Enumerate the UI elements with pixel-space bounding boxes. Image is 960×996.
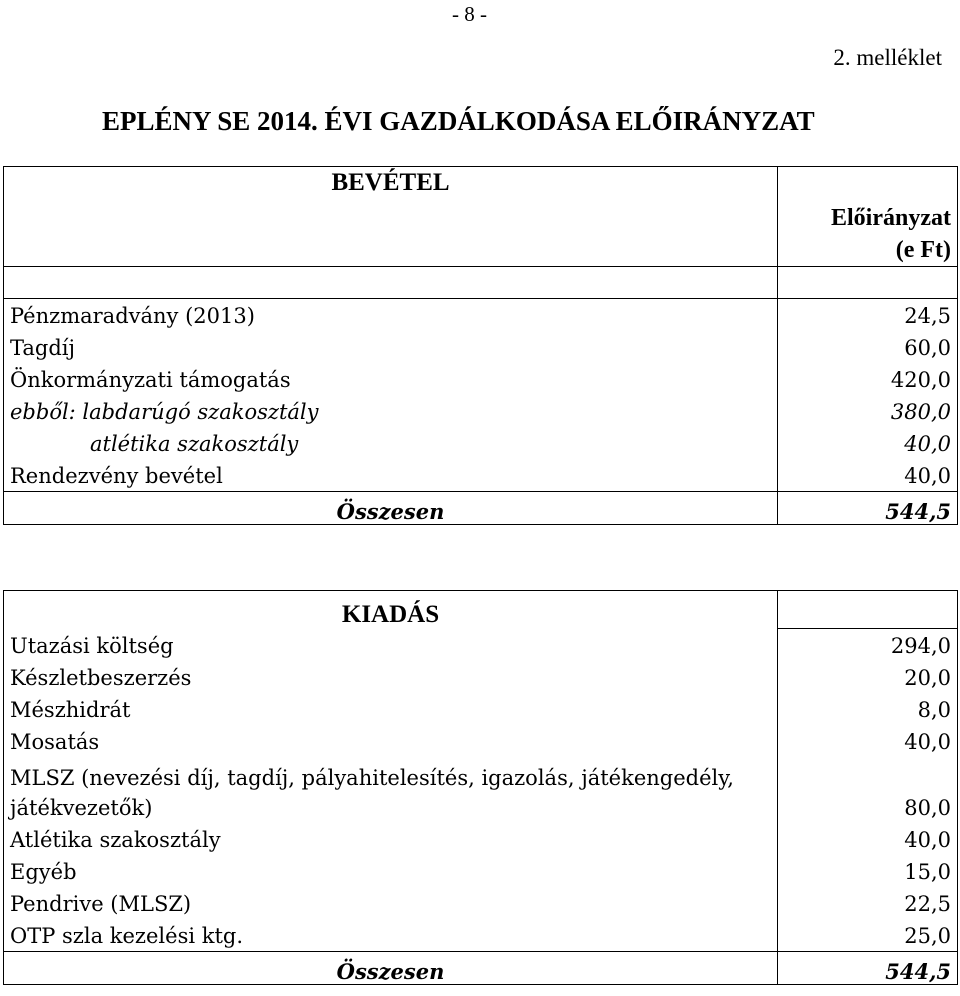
table-row	[4, 331, 958, 363]
unit-line1: Előirányzat	[831, 205, 951, 231]
row-label: Készletbeszerzés	[4, 661, 778, 693]
row-label: OTP szla kezelési ktg.	[4, 919, 778, 952]
row-label: Atlétika szakosztály	[4, 823, 778, 855]
row-label: Mosatás	[4, 725, 778, 757]
spacer-row	[4, 267, 958, 299]
expense-header-row	[4, 591, 958, 629]
total-value: 544,5	[778, 952, 958, 985]
row-value: 8,0	[778, 693, 958, 725]
total-label: Összesen	[4, 952, 778, 985]
row-value: 25,0	[778, 919, 958, 952]
row-value: 20,0	[778, 661, 958, 693]
table-row	[4, 823, 958, 855]
row-value: 40,0	[778, 725, 958, 757]
table-row	[4, 427, 958, 459]
income-header-row	[4, 167, 958, 267]
row-label: Egyéb	[4, 855, 778, 887]
row-value: 420,0	[778, 363, 958, 395]
table-row	[4, 887, 958, 919]
row-value: 40,0	[778, 427, 958, 459]
table-row	[4, 299, 958, 332]
table-row	[4, 919, 958, 952]
row-label: Pénzmaradvány (2013)	[4, 299, 778, 332]
row-value: 15,0	[778, 855, 958, 887]
income-total-row	[4, 492, 958, 525]
row-value: 24,5	[778, 299, 958, 332]
unit-header	[778, 167, 958, 267]
row-value: 22,5	[778, 887, 958, 919]
row-label: Mészhidrát	[4, 693, 778, 725]
row-label: Utazási költség	[4, 629, 778, 662]
annex-label: 2. melléklet	[833, 45, 942, 70]
table-row	[4, 855, 958, 887]
row-label: Önkormányzati támogatás	[4, 363, 778, 395]
row-value: 60,0	[778, 331, 958, 363]
row-label: atlétika szakosztály	[4, 427, 778, 459]
table-row	[4, 459, 958, 492]
table-row	[4, 629, 958, 662]
row-value: 40,0	[778, 459, 958, 492]
unit-line2: (e Ft)	[895, 237, 951, 263]
row-value: 80,0	[778, 757, 958, 823]
document-title: EPLÉNY SE 2014. ÉVI GAZDÁLKODÁSA ELŐIRÁNYZAT	[102, 106, 815, 136]
expense-table	[3, 590, 958, 985]
table-row	[4, 363, 958, 395]
table-row	[4, 395, 958, 427]
income-table	[3, 166, 958, 525]
row-value: 380,0	[778, 395, 958, 427]
table-row	[4, 757, 958, 823]
page-number: - 8 -	[452, 2, 487, 26]
row-label: MLSZ (nevezési díj, tagdíj, pályahitelesítés, igazolás, játékengedély, játékvezetők)	[4, 757, 778, 823]
row-label: Rendezvény bevétel	[4, 459, 778, 492]
expense-heading: KIADÁS	[4, 591, 778, 629]
table-row	[4, 725, 958, 757]
table-row	[4, 693, 958, 725]
row-label: Pendrive (MLSZ)	[4, 887, 778, 919]
expense-total-row	[4, 952, 958, 985]
row-value: 294,0	[778, 629, 958, 662]
row-value: 40,0	[778, 823, 958, 855]
row-label: Tagdíj	[4, 331, 778, 363]
total-label: Összesen	[4, 492, 778, 525]
row-label: ebből: labdarúgó szakosztály	[4, 395, 778, 427]
table-row	[4, 661, 958, 693]
total-value: 544,5	[778, 492, 958, 525]
income-heading: BEVÉTEL	[4, 167, 778, 267]
